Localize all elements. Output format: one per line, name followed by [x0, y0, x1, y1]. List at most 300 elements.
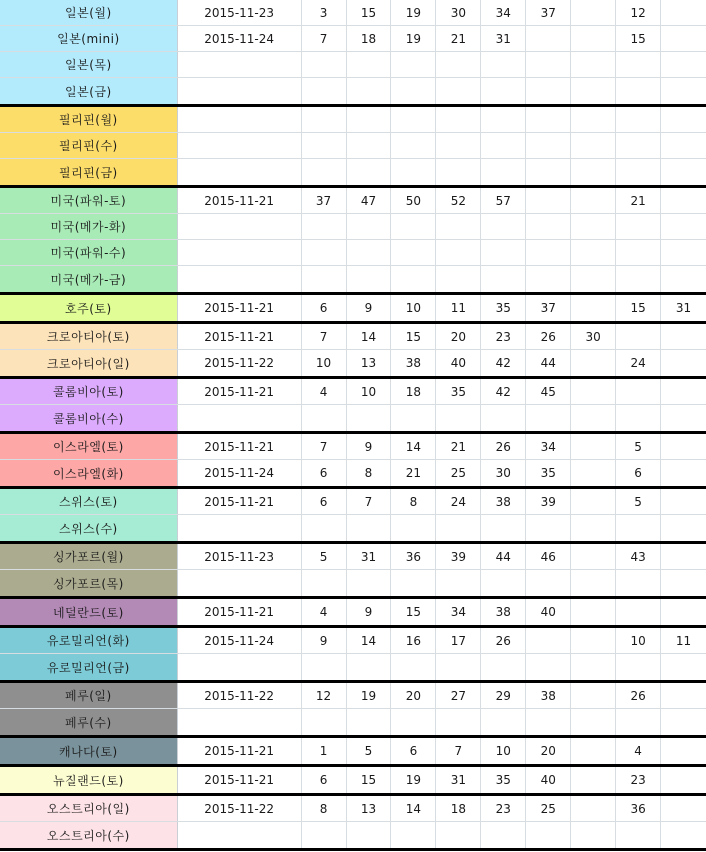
winning-number-cell: 15 — [347, 0, 392, 25]
draw-date-cell: 2015-11-22 — [178, 796, 302, 821]
bonus-number-cell — [616, 654, 661, 680]
winning-number-cell — [302, 405, 347, 431]
winning-number-cell: 14 — [347, 628, 392, 653]
winning-number-cell — [571, 133, 616, 158]
winning-number-cell: 10 — [347, 379, 392, 404]
lottery-name-cell[interactable]: 오스트리아(수) — [0, 822, 178, 848]
winning-number-cell: 38 — [481, 599, 526, 625]
table-row — [0, 107, 706, 133]
winning-number-cell — [571, 460, 616, 486]
winning-number-cell — [302, 107, 347, 132]
winning-number-cell: 8 — [391, 489, 436, 514]
draw-date-cell — [178, 133, 302, 158]
winning-number-cell — [302, 214, 347, 239]
lottery-name-cell[interactable]: 필리핀(금) — [0, 159, 178, 185]
bonus-number-cell — [616, 570, 661, 596]
winning-number-cell: 31 — [481, 26, 526, 51]
winning-number-cell: 47 — [347, 188, 392, 213]
winning-number-cell — [571, 599, 616, 625]
lottery-name-cell[interactable]: 필리핀(수) — [0, 133, 178, 158]
draw-date-cell — [178, 107, 302, 132]
winning-number-cell — [571, 26, 616, 51]
table-row — [0, 52, 706, 78]
winning-number-cell — [347, 214, 392, 239]
bonus-number-cell: 21 — [616, 188, 661, 213]
draw-date-cell — [178, 515, 302, 541]
winning-number-cell — [571, 379, 616, 404]
winning-number-cell — [571, 489, 616, 514]
extra-number-cell — [661, 350, 706, 376]
winning-number-cell — [481, 822, 526, 848]
winning-number-cell: 3 — [302, 0, 347, 25]
winning-number-cell: 9 — [347, 599, 392, 625]
winning-number-cell: 19 — [391, 767, 436, 793]
table-row — [0, 26, 706, 52]
winning-number-cell — [571, 628, 616, 653]
bonus-number-cell: 5 — [616, 489, 661, 514]
winning-number-cell — [571, 214, 616, 239]
draw-date-cell: 2015-11-24 — [178, 460, 302, 486]
winning-number-cell — [347, 133, 392, 158]
winning-number-cell: 35 — [481, 295, 526, 321]
table-row — [0, 460, 706, 486]
winning-number-cell — [526, 570, 571, 596]
winning-number-cell: 10 — [302, 350, 347, 376]
winning-number-cell: 31 — [436, 767, 481, 793]
winning-number-cell: 23 — [481, 324, 526, 349]
bonus-number-cell — [616, 379, 661, 404]
winning-number-cell: 14 — [391, 796, 436, 821]
winning-number-cell — [436, 240, 481, 265]
lottery-name-cell[interactable]: 이스라엘(화) — [0, 460, 178, 486]
winning-number-cell: 10 — [481, 738, 526, 764]
lottery-name-cell[interactable]: 뉴질랜드(토) — [0, 767, 178, 793]
winning-number-cell — [526, 628, 571, 653]
lottery-group — [0, 628, 706, 683]
extra-number-cell — [661, 0, 706, 25]
draw-date-cell — [178, 654, 302, 680]
winning-number-cell — [571, 709, 616, 735]
winning-number-cell — [302, 570, 347, 596]
draw-date-cell: 2015-11-21 — [178, 434, 302, 459]
draw-date-cell — [178, 240, 302, 265]
winning-number-cell — [526, 822, 571, 848]
bonus-number-cell — [616, 709, 661, 735]
table-row — [0, 767, 706, 793]
table-row — [0, 654, 706, 680]
lottery-name-cell[interactable]: 콜롬비아(수) — [0, 405, 178, 431]
draw-date-cell: 2015-11-21 — [178, 599, 302, 625]
winning-number-cell: 34 — [436, 599, 481, 625]
winning-number-cell — [436, 515, 481, 541]
winning-number-cell — [391, 654, 436, 680]
extra-number-cell: 11 — [675, 633, 692, 648]
draw-date-cell: 2015-11-22 — [178, 350, 302, 376]
winning-number-cell — [302, 822, 347, 848]
winning-number-cell — [571, 0, 616, 25]
draw-date-cell: 2015-11-21 — [178, 295, 302, 321]
winning-number-cell: 15 — [391, 599, 436, 625]
winning-number-cell: 6 — [302, 767, 347, 793]
table-row — [0, 405, 706, 431]
winning-number-cell: 18 — [347, 26, 392, 51]
winning-number-cell — [347, 709, 392, 735]
winning-number-cell: 4 — [302, 599, 347, 625]
winning-number-cell: 37 — [526, 295, 571, 321]
extra-number-cell — [661, 544, 706, 569]
winning-number-cell — [436, 822, 481, 848]
lottery-name-cell[interactable]: 미국(파워-토) — [0, 188, 178, 213]
winning-number-cell — [481, 52, 526, 77]
winning-number-cell — [571, 107, 616, 132]
draw-date-cell: 2015-11-24 — [178, 26, 302, 51]
lottery-name-cell[interactable]: 콜롬비아(토) — [0, 379, 178, 404]
winning-number-cell: 38 — [481, 489, 526, 514]
draw-date-cell: 2015-11-21 — [178, 188, 302, 213]
winning-number-cell — [391, 405, 436, 431]
lottery-name-cell[interactable]: 스위스(토) — [0, 489, 178, 514]
table-row — [0, 266, 706, 292]
lottery-name-cell[interactable]: 필리핀(월) — [0, 107, 178, 132]
extra-number-cell — [661, 52, 706, 77]
winning-number-cell: 21 — [436, 434, 481, 459]
table-row — [0, 78, 706, 104]
winning-number-cell — [347, 52, 392, 77]
winning-number-cell: 5 — [347, 738, 392, 764]
winning-number-cell — [571, 544, 616, 569]
winning-number-cell: 21 — [436, 26, 481, 51]
winning-number-cell: 13 — [347, 796, 392, 821]
winning-number-cell: 44 — [526, 350, 571, 376]
extra-number-cell — [661, 107, 706, 132]
draw-date-cell — [178, 266, 302, 292]
winning-number-cell — [436, 78, 481, 104]
winning-number-cell — [571, 159, 616, 185]
lottery-name-cell[interactable]: 이스라엘(토) — [0, 434, 178, 459]
table-row — [0, 434, 706, 460]
extra-number-cell — [661, 188, 706, 213]
winning-number-cell — [526, 214, 571, 239]
winning-number-cell: 7 — [436, 738, 481, 764]
winning-number-cell — [436, 405, 481, 431]
winning-number-cell: 8 — [347, 460, 392, 486]
table-row — [0, 188, 706, 214]
table-row — [0, 709, 706, 735]
winning-number-cell: 14 — [347, 324, 392, 349]
extra-number-cell — [661, 405, 706, 431]
winning-number-cell: 37 — [302, 188, 347, 213]
bonus-number-cell — [616, 405, 661, 431]
extra-number-cell: 31 — [675, 301, 692, 315]
extra-number-cell — [661, 738, 706, 764]
lottery-name-cell[interactable]: 싱가포르(목) — [0, 570, 178, 596]
draw-date-cell: 2015-11-21 — [178, 489, 302, 514]
winning-number-cell — [526, 405, 571, 431]
draw-date-cell — [178, 822, 302, 848]
winning-number-cell — [526, 266, 571, 292]
winning-number-cell: 26 — [481, 434, 526, 459]
winning-number-cell — [391, 214, 436, 239]
draw-date-cell: 2015-11-24 — [178, 628, 302, 653]
winning-number-cell — [526, 26, 571, 51]
winning-number-cell: 6 — [302, 489, 347, 514]
winning-number-cell — [481, 214, 526, 239]
winning-number-cell: 18 — [391, 379, 436, 404]
bonus-number-cell — [616, 266, 661, 292]
winning-number-cell — [481, 405, 526, 431]
winning-number-cell — [571, 295, 616, 321]
lottery-group — [0, 767, 706, 796]
winning-number-cell — [302, 133, 347, 158]
winning-number-cell: 9 — [347, 434, 392, 459]
extra-number-cell — [661, 515, 706, 541]
winning-number-cell — [571, 78, 616, 104]
winning-number-cell — [391, 240, 436, 265]
winning-number-cell — [571, 515, 616, 541]
table-row — [0, 324, 706, 350]
winning-number-cell — [436, 133, 481, 158]
lottery-group — [0, 379, 706, 434]
table-row — [0, 515, 706, 541]
lottery-name-cell[interactable]: 오스트리아(일) — [0, 796, 178, 821]
winning-number-cell — [347, 515, 392, 541]
winning-number-cell: 42 — [481, 350, 526, 376]
winning-number-cell — [302, 52, 347, 77]
draw-date-cell — [178, 52, 302, 77]
extra-number-cell — [661, 683, 706, 708]
winning-number-cell: 19 — [347, 683, 392, 708]
lottery-group — [0, 434, 706, 489]
winning-number-cell: 34 — [481, 0, 526, 25]
bonus-number-cell — [616, 78, 661, 104]
winning-number-cell — [526, 654, 571, 680]
bonus-number-cell — [616, 52, 661, 77]
bonus-number-cell — [616, 240, 661, 265]
extra-number-cell — [661, 26, 706, 51]
winning-number-cell — [302, 266, 347, 292]
winning-number-cell — [391, 822, 436, 848]
extra-number-cell — [661, 78, 706, 104]
winning-number-cell — [436, 159, 481, 185]
draw-date-cell — [178, 570, 302, 596]
bonus-number-cell — [616, 822, 661, 848]
winning-number-cell — [571, 570, 616, 596]
draw-date-cell: 2015-11-23 — [178, 544, 302, 569]
lottery-name-cell[interactable]: 싱가포르(월) — [0, 544, 178, 569]
winning-number-cell — [436, 709, 481, 735]
draw-date-cell: 2015-11-22 — [178, 683, 302, 708]
winning-number-cell: 45 — [526, 379, 571, 404]
winning-number-cell: 7 — [347, 489, 392, 514]
table-row — [0, 159, 706, 185]
table-row — [0, 570, 706, 596]
lottery-group — [0, 599, 706, 628]
winning-number-cell: 20 — [436, 324, 481, 349]
lottery-name-cell[interactable]: 일본(목) — [0, 52, 178, 77]
winning-number-cell: 19 — [391, 0, 436, 25]
winning-number-cell: 37 — [526, 0, 571, 25]
winning-number-cell — [347, 570, 392, 596]
table-row — [0, 599, 706, 625]
winning-number-cell: 16 — [391, 628, 436, 653]
extra-number-cell — [661, 654, 706, 680]
winning-number-cell — [302, 78, 347, 104]
winning-number-cell: 6 — [302, 460, 347, 486]
lottery-group — [0, 295, 706, 324]
table-row — [0, 796, 706, 822]
bonus-number-cell: 4 — [616, 738, 661, 764]
winning-number-cell: 4 — [302, 379, 347, 404]
winning-number-cell — [526, 188, 571, 213]
bonus-number-cell — [616, 133, 661, 158]
bonus-number-cell: 24 — [616, 350, 661, 376]
winning-number-cell: 35 — [526, 460, 571, 486]
lottery-group — [0, 738, 706, 767]
winning-number-cell: 20 — [526, 738, 571, 764]
winning-number-cell: 29 — [481, 683, 526, 708]
table-row — [0, 214, 706, 240]
winning-number-cell: 38 — [391, 350, 436, 376]
winning-number-cell — [571, 796, 616, 821]
winning-number-cell — [347, 107, 392, 132]
lottery-group — [0, 188, 706, 295]
winning-number-cell — [436, 52, 481, 77]
lottery-name-cell[interactable]: 네덜란드(토) — [0, 599, 178, 625]
winning-number-cell: 35 — [436, 379, 481, 404]
winning-number-cell — [391, 159, 436, 185]
winning-number-cell: 19 — [391, 26, 436, 51]
winning-number-cell — [302, 654, 347, 680]
draw-date-cell — [178, 405, 302, 431]
winning-number-cell — [391, 570, 436, 596]
winning-number-cell — [302, 515, 347, 541]
winning-number-cell: 30 — [571, 324, 616, 349]
extra-number-cell — [661, 240, 706, 265]
lottery-name-cell[interactable]: 일본(월) — [0, 0, 178, 25]
lottery-name-cell[interactable]: 페루(일) — [0, 683, 178, 708]
lottery-name-cell[interactable]: 페루(수) — [0, 709, 178, 735]
winning-number-cell — [571, 350, 616, 376]
lottery-name-cell[interactable]: 일본(금) — [0, 78, 178, 104]
winning-number-cell: 25 — [436, 460, 481, 486]
lottery-name-cell[interactable]: 미국(메가-금) — [0, 266, 178, 292]
winning-number-cell: 57 — [481, 188, 526, 213]
winning-number-cell: 30 — [436, 0, 481, 25]
winning-number-cell: 31 — [347, 544, 392, 569]
winning-number-cell: 18 — [436, 796, 481, 821]
table-row — [0, 240, 706, 266]
table-row — [0, 133, 706, 159]
winning-number-cell — [481, 78, 526, 104]
winning-number-cell — [347, 822, 392, 848]
table-row — [0, 544, 706, 570]
bonus-number-cell: 23 — [616, 767, 661, 793]
lottery-name-cell[interactable]: 캐나다(토) — [0, 738, 178, 764]
lottery-name-cell[interactable]: 미국(파워-수) — [0, 240, 178, 265]
winning-number-cell — [481, 107, 526, 132]
lottery-name-cell[interactable]: 크로아티아(일) — [0, 350, 178, 376]
bonus-number-cell: 15 — [616, 26, 661, 51]
winning-number-cell: 11 — [436, 295, 481, 321]
winning-number-cell: 40 — [526, 599, 571, 625]
table-row — [0, 350, 706, 376]
winning-number-cell: 35 — [481, 767, 526, 793]
winning-number-cell: 6 — [391, 738, 436, 764]
winning-number-cell: 15 — [347, 767, 392, 793]
draw-date-cell — [178, 159, 302, 185]
winning-number-cell — [526, 78, 571, 104]
winning-number-cell — [571, 822, 616, 848]
winning-number-cell — [436, 107, 481, 132]
lottery-name-cell[interactable]: 스위스(수) — [0, 515, 178, 541]
bonus-number-cell: 12 — [616, 0, 661, 25]
draw-date-cell: 2015-11-23 — [178, 0, 302, 25]
lottery-name-cell[interactable]: 유로밀리언(금) — [0, 654, 178, 680]
winning-number-cell — [436, 266, 481, 292]
winning-number-cell — [302, 159, 347, 185]
bonus-number-cell: 26 — [616, 683, 661, 708]
winning-number-cell: 25 — [526, 796, 571, 821]
winning-number-cell: 39 — [436, 544, 481, 569]
bonus-number-cell — [616, 159, 661, 185]
extra-number-cell — [661, 379, 706, 404]
winning-number-cell — [391, 266, 436, 292]
winning-number-cell — [436, 214, 481, 239]
winning-number-cell: 7 — [302, 26, 347, 51]
winning-number-cell: 24 — [436, 489, 481, 514]
bonus-number-cell: 5 — [616, 434, 661, 459]
lottery-name-cell[interactable]: 일본(mini) — [0, 26, 178, 51]
extra-number-cell — [661, 159, 706, 185]
lottery-group — [0, 0, 706, 107]
winning-number-cell: 39 — [526, 489, 571, 514]
winning-number-cell — [481, 570, 526, 596]
extra-number-cell — [661, 434, 706, 459]
winning-number-cell: 6 — [302, 295, 347, 321]
winning-number-cell — [481, 515, 526, 541]
winning-number-cell — [481, 654, 526, 680]
winning-number-cell — [347, 266, 392, 292]
bonus-number-cell: 15 — [616, 295, 661, 321]
lottery-name-cell[interactable]: 유로밀리언(화) — [0, 628, 178, 653]
bonus-number-cell — [616, 107, 661, 132]
draw-date-cell: 2015-11-21 — [178, 738, 302, 764]
lottery-name-cell[interactable]: 미국(메가-화) — [0, 214, 178, 239]
winning-number-cell — [571, 405, 616, 431]
lottery-group — [0, 489, 706, 544]
extra-number-cell — [661, 214, 706, 239]
winning-number-cell — [526, 159, 571, 185]
winning-number-cell — [526, 133, 571, 158]
winning-number-cell — [571, 52, 616, 77]
winning-number-cell: 23 — [481, 796, 526, 821]
winning-number-cell — [391, 709, 436, 735]
winning-number-cell: 26 — [526, 324, 571, 349]
extra-number-cell — [661, 709, 706, 735]
winning-number-cell: 36 — [391, 544, 436, 569]
bonus-number-cell — [616, 324, 661, 349]
bonus-number-cell — [616, 214, 661, 239]
lottery-group — [0, 796, 706, 851]
lottery-name-cell[interactable]: 크로아티아(토) — [0, 324, 178, 349]
winning-number-cell: 9 — [347, 295, 392, 321]
winning-number-cell — [347, 240, 392, 265]
lottery-name-cell[interactable]: 호주(토) — [0, 295, 178, 321]
lottery-group — [0, 683, 706, 738]
winning-number-cell: 52 — [436, 188, 481, 213]
winning-number-cell: 15 — [391, 324, 436, 349]
winning-number-cell — [526, 107, 571, 132]
